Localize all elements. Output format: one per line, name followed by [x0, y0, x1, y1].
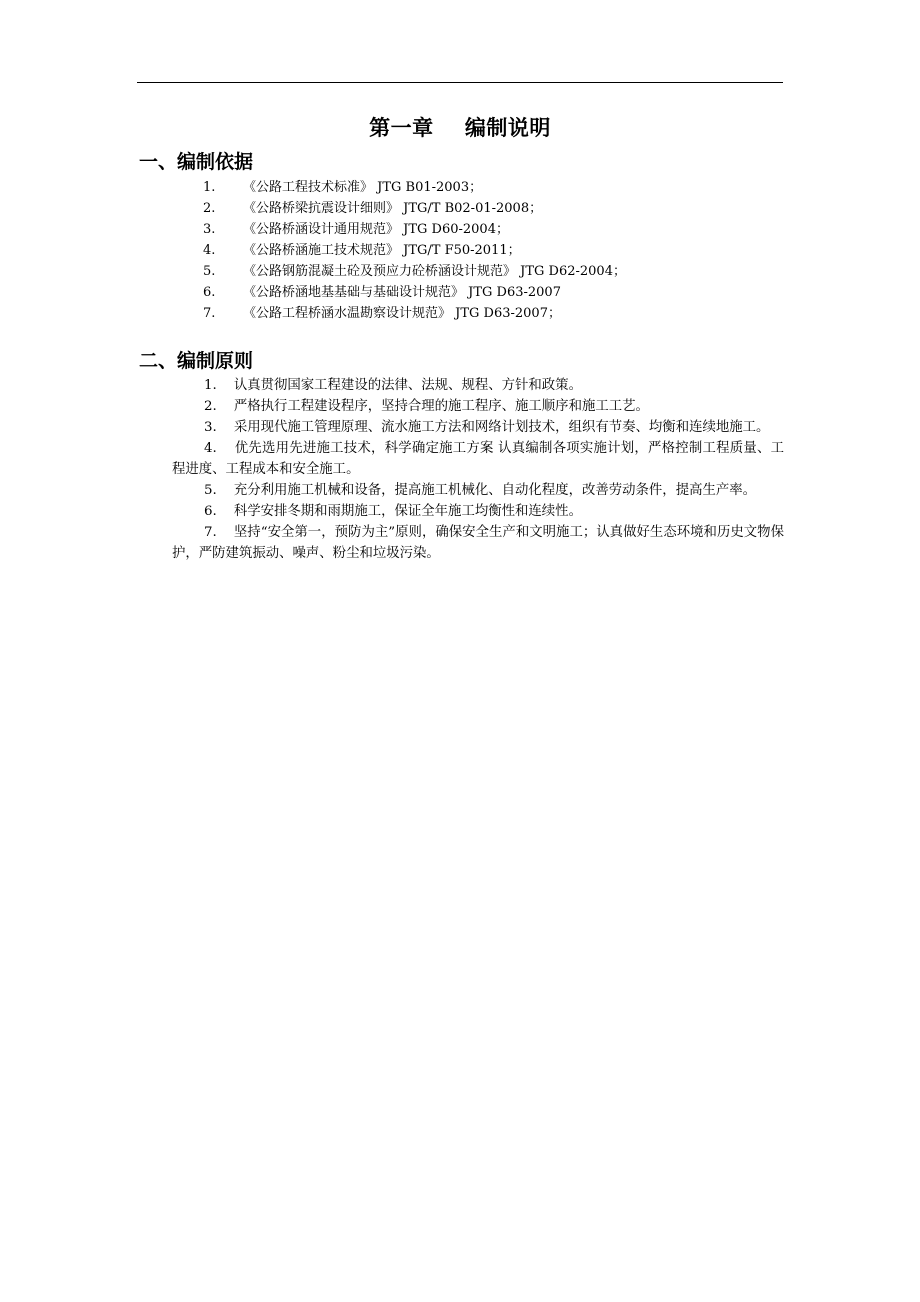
paragraph-text: 采用现代施工管理原理、流水施工方法和网络计划技术，组织有节奏、均衡和连续地施工。: [233, 420, 770, 435]
list-item: [203, 177, 626, 198]
list-item-text: 《公路钢筋混凝土砼及预应力砼桥涵设计规范》 JTG D62-2004；: [243, 264, 626, 279]
section-heading-principles: 二、编制原则: [139, 350, 254, 372]
paragraph-number: 7.: [204, 525, 217, 540]
paragraph: [172, 438, 784, 480]
list-item-text: 《公路桥涵施工技术规范》 JTG/T F50-2011；: [243, 243, 521, 258]
paragraph-text: 科学安排冬期和雨期施工，保证全年施工均衡性和连续性。: [233, 504, 582, 519]
list-item: [203, 240, 626, 261]
paragraph: [172, 396, 784, 417]
list-item-number: 5.: [203, 264, 216, 279]
section-heading-basis: 一、编制依据: [139, 151, 254, 173]
list-item: [203, 282, 626, 303]
paragraph-text: 严格执行工程建设程序，坚持合理的施工程序、施工顺序和施工工艺。: [233, 399, 649, 414]
list-item-number: 3.: [203, 222, 216, 237]
list-item-number: 7.: [203, 306, 216, 321]
paragraph: [172, 375, 784, 396]
paragraph-number: 1.: [204, 378, 217, 393]
paragraph-text: 认真贯彻国家工程建设的法律、法规、规程、方针和政策。: [233, 378, 582, 393]
list-item-text: 《公路工程技术标准》 JTG B01-2003；: [243, 180, 483, 195]
paragraph: [172, 480, 784, 501]
paragraph-number: 6.: [204, 504, 217, 519]
reference-list: [203, 177, 626, 324]
list-item-number: 1.: [203, 180, 216, 195]
list-item-number: 4.: [203, 243, 216, 258]
list-item-text: 《公路桥涵设计通用规范》 JTG D60-2004；: [243, 222, 509, 237]
list-item: [203, 261, 626, 282]
paragraph: [172, 501, 784, 522]
list-item-text: 《公路桥梁抗震设计细则》 JTG/T B02-01-2008；: [243, 201, 543, 216]
list-item: [203, 198, 626, 219]
list-item: [203, 219, 626, 240]
paragraph-text: 优先选用先进施工技术，科学确定施工方案 认真编制各项实施计划，严格控制工程质量、工程进度、工程成本和安全施工。: [172, 441, 784, 477]
list-item-number: 6.: [203, 285, 216, 300]
paragraph: [172, 417, 784, 438]
list-item: [203, 303, 626, 324]
paragraph-number: 3.: [204, 420, 217, 435]
paragraph-number: 4.: [204, 441, 217, 456]
list-item-text: 《公路桥涵地基基础与基础设计规范》 JTG D63-2007: [243, 285, 561, 300]
header-rule: [137, 82, 783, 83]
paragraph-number: 5.: [204, 483, 217, 498]
list-item-text: 《公路工程桥涵水温勘察设计规范》 JTG D63-2007；: [243, 306, 561, 321]
principles-list: [172, 375, 784, 564]
paragraph-text: 坚持“安全第一，预防为主”原则，确保安全生产和文明施工；认真做好生态环境和历史文物保护，严防建筑振动、噪声、粉尘和垃圾污染。: [172, 525, 784, 561]
chapter-title: 第一章 编制说明: [369, 116, 551, 140]
list-item-number: 2.: [203, 201, 216, 216]
paragraph-text: 充分利用施工机械和设备，提高施工机械化、自动化程度，改善劳动条件，提高生产率。: [233, 483, 757, 498]
paragraph-number: 2.: [204, 399, 217, 414]
paragraph: [172, 522, 784, 564]
